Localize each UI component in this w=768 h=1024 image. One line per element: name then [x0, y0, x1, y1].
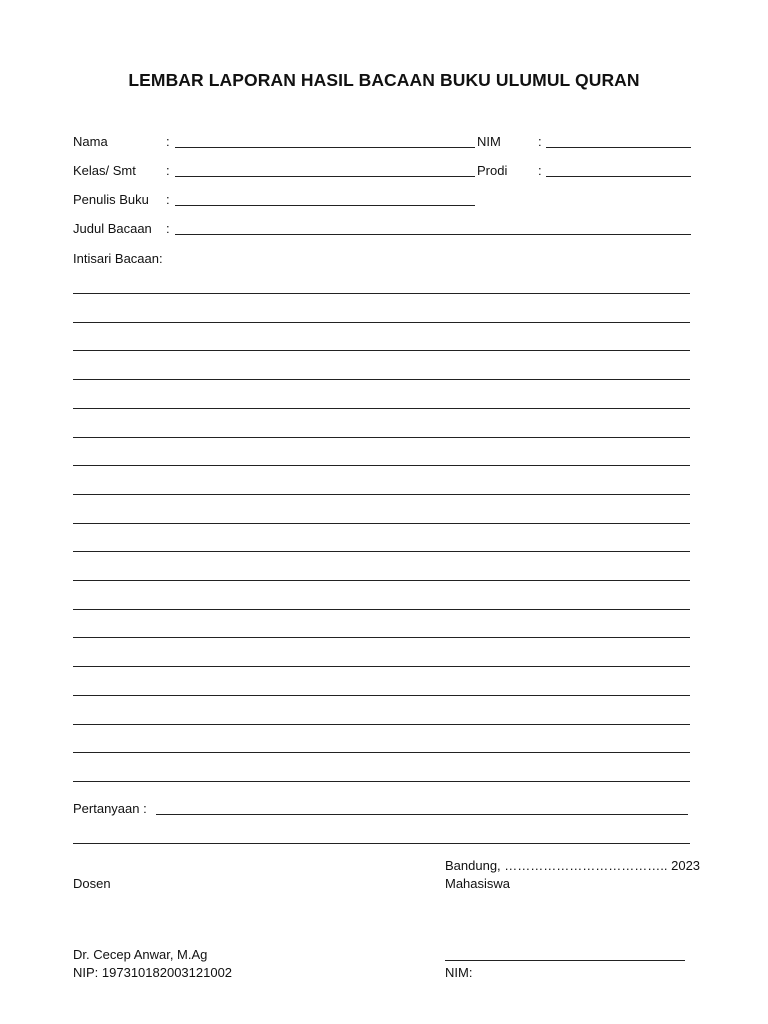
judul-colon: :	[166, 221, 170, 236]
pertanyaan-underline	[156, 814, 688, 815]
kelas-colon: :	[166, 163, 170, 178]
summary-writing-line	[73, 322, 690, 323]
prodi-colon: :	[538, 163, 542, 178]
prodi-field[interactable]	[547, 160, 690, 176]
form-title: LEMBAR LAPORAN HASIL BACAAN BUKU ULUMUL QURAN	[128, 70, 640, 90]
judul-label: Judul Bacaan	[73, 221, 152, 236]
summary-writing-line	[73, 523, 690, 524]
lecturer-nip: NIP: 197310182003121002	[73, 965, 233, 980]
summary-writing-line	[73, 379, 690, 380]
summary-writing-line	[73, 752, 690, 753]
kelas-field[interactable]	[176, 160, 474, 176]
summary-writing-line	[73, 551, 690, 552]
summary-writing-line	[73, 293, 690, 294]
summary-writing-line	[73, 494, 690, 495]
pertanyaan-line-2	[73, 843, 690, 844]
nim-label: NIM	[477, 134, 501, 149]
nim-underline	[546, 147, 691, 148]
dosen-label: Dosen	[73, 876, 111, 891]
summary-writing-line	[73, 580, 690, 581]
penulis-underline	[175, 205, 475, 206]
pertanyaan-field[interactable]	[157, 798, 687, 814]
summary-writing-line	[73, 408, 690, 409]
summary-writing-line	[73, 781, 690, 782]
penulis-field[interactable]	[176, 189, 474, 205]
summary-writing-line	[73, 637, 690, 638]
nama-label: Nama	[73, 134, 108, 149]
summary-writing-line	[73, 724, 690, 725]
prodi-underline	[546, 176, 691, 177]
judul-underline	[175, 234, 691, 235]
prodi-label: Prodi	[477, 163, 508, 178]
intisari-label: Intisari Bacaan:	[73, 251, 163, 266]
summary-writing-line	[73, 350, 690, 351]
mahasiswa-label: Mahasiswa	[445, 876, 511, 891]
nama-colon: :	[166, 134, 170, 149]
penulis-colon: :	[166, 192, 170, 207]
summary-writing-line	[73, 609, 690, 610]
nama-field[interactable]	[176, 131, 474, 147]
judul-field[interactable]	[176, 218, 690, 234]
kelas-underline	[175, 176, 475, 177]
nama-underline	[175, 147, 475, 148]
pertanyaan-label: Pertanyaan :	[73, 801, 147, 816]
summary-writing-line	[73, 666, 690, 667]
student-signature-line	[445, 960, 685, 961]
summary-writing-line	[73, 465, 690, 466]
penulis-label: Penulis Buku	[73, 192, 149, 207]
lecturer-name: Dr. Cecep Anwar, M.Ag	[73, 947, 208, 962]
summary-writing-line	[73, 695, 690, 696]
kelas-label: Kelas/ Smt	[73, 163, 136, 178]
place-date: Bandung, ……………………………….. 2023	[445, 858, 701, 873]
student-nim-label: NIM:	[445, 965, 473, 980]
nim-colon: :	[538, 134, 542, 149]
nim-field[interactable]	[547, 131, 690, 147]
summary-writing-line	[73, 437, 690, 438]
